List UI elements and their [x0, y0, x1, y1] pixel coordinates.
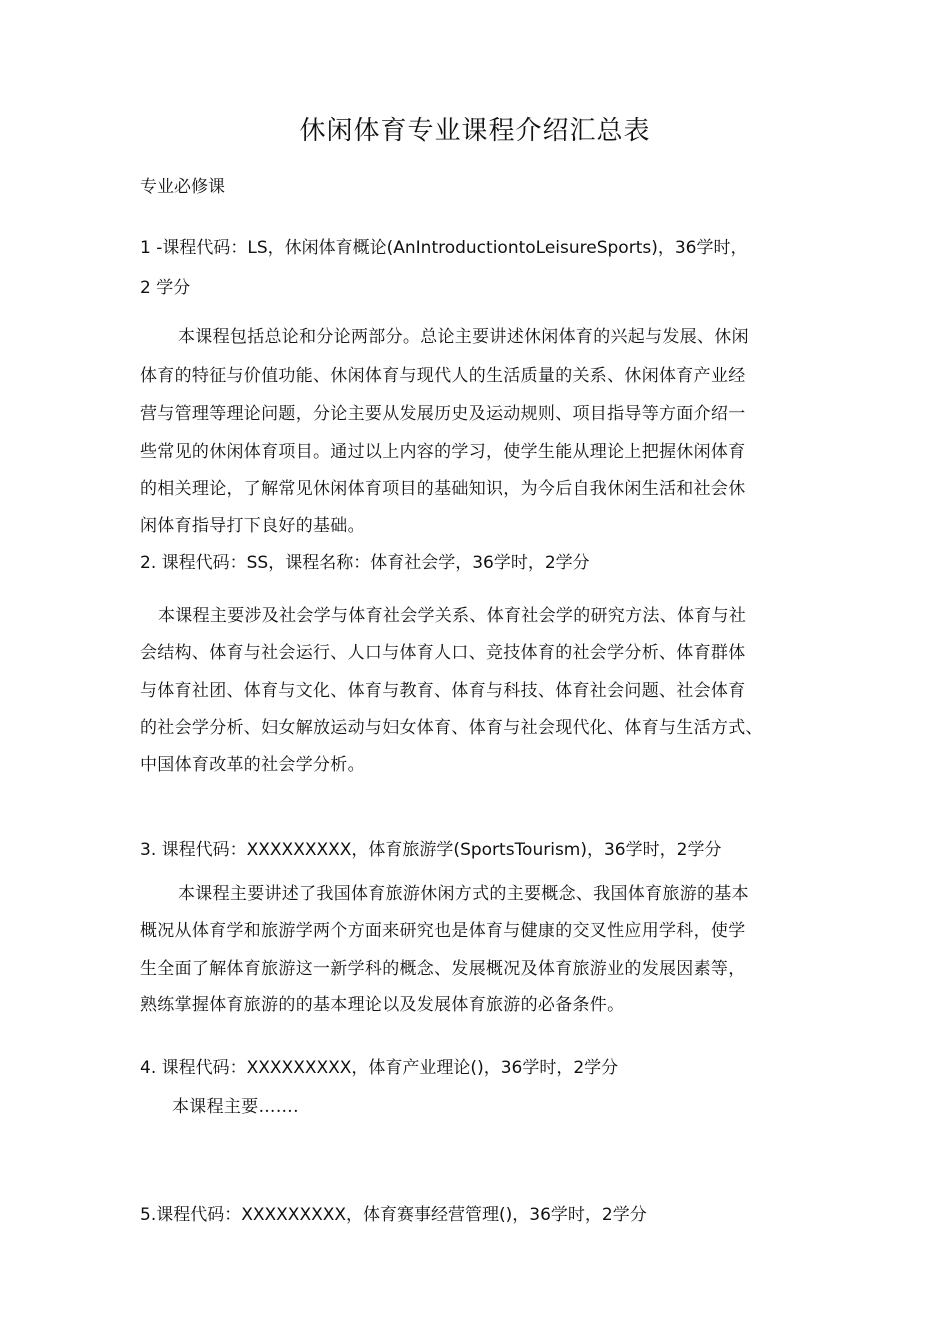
course-4-heading: 4. 课程代码：XXXXXXXXX，体育产业理论()，36学时，2学分: [140, 1058, 619, 1078]
course-1-desc-line: 闲体育指导打下良好的基础。: [140, 516, 365, 536]
course-3-desc-line: 生全面了解体育旅游这一新学科的概念、发展概况及体育旅游业的发展因素等，: [140, 959, 746, 979]
course-2-desc-line: 本课程主要涉及社会学与体育社会学关系、体育社会学的研究方法、体育与社: [158, 606, 747, 626]
course-5-heading: 5.课程代码：XXXXXXXXX，体育赛事经营管理()，36学时，2学分: [140, 1205, 647, 1225]
course-1-desc-line: 营与管理等理论问题，分论主要从发展历史及运动规则、项目指导等方面介绍一: [140, 404, 746, 424]
course-1-desc-line: 本课程包括总论和分论两部分。总论主要讲述休闲体育的兴起与发展、休闲: [178, 327, 749, 347]
course-2-desc-line: 的社会学分析、妇女解放运动与妇女体育、体育与社会现代化、体育与生活方式、: [140, 718, 763, 738]
course-2-desc-line: 中国体育改革的社会学分析。: [140, 755, 365, 775]
course-3-desc-line: 本课程主要讲述了我国体育旅游休闲方式的主要概念、我国体育旅游的基本: [178, 884, 749, 904]
course-1-desc-line: 体育的特征与价值功能、休闲体育与现代人的生活质量的关系、休闲体育产业经: [140, 366, 746, 386]
course-1-heading-cont: 2 学分: [140, 278, 191, 298]
course-2-desc-line: 与体育社团、体育与文化、体育与教育、体育与科技、体育社会问题、社会体育: [140, 681, 746, 701]
course-3-heading: 3. 课程代码：XXXXXXXXX，体育旅游学(SportsTourism)，36学时，2学分: [140, 840, 722, 860]
course-2-desc-line: 会结构、体育与社会运行、人口与体育人口、竞技体育的社会学分析、体育群体: [140, 643, 746, 663]
page-title: 休闲体育专业课程介绍汇总表: [299, 116, 651, 146]
course-1-heading: 1 -课程代码：LS，休闲体育概论(AnIntroductiontoLeisureSports)，36学时，: [140, 238, 748, 258]
course-3-desc-line: 熟练掌握体育旅游的的基本理论以及发展体育旅游的必备条件。: [140, 995, 625, 1015]
course-2-heading: 2. 课程代码：SS，课程名称：体育社会学，36学时，2学分: [140, 553, 590, 573]
course-3-desc-line: 概况从体育学和旅游学两个方面来研究也是体育与健康的交叉性应用学科，使学: [140, 921, 746, 941]
section-label: 专业必修课: [140, 177, 225, 197]
course-4-desc-line: 本课程主要…….: [172, 1097, 299, 1117]
course-1-desc-line: 些常见的休闲体育项目。通过以上内容的学习，使学生能从理论上把握休闲体育: [140, 442, 746, 462]
course-1-desc-line: 的相关理论，了解常见休闲体育项目的基础知识，为今后自我休闲生活和社会休: [140, 479, 746, 499]
